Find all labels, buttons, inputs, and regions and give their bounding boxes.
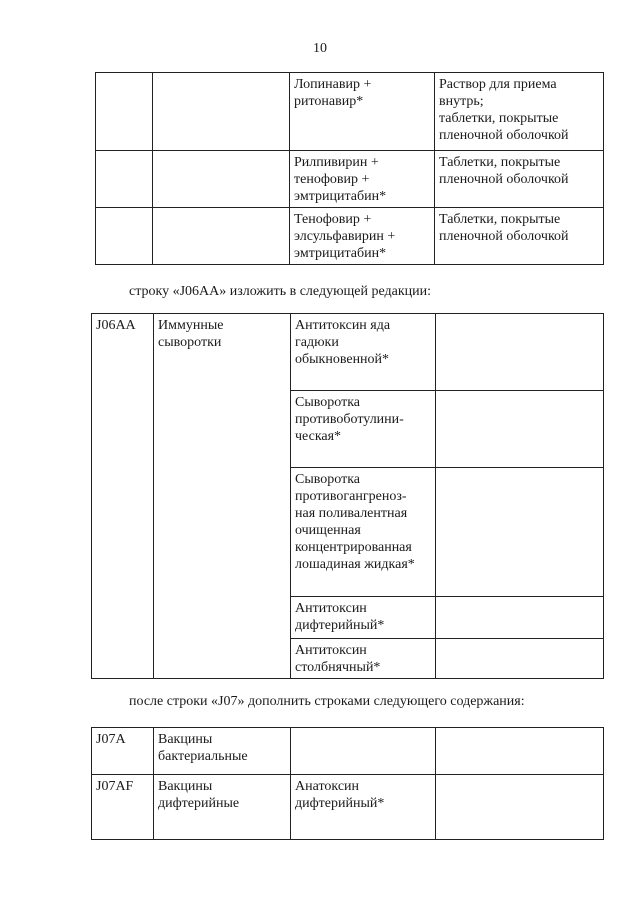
vaccines-table: [91, 727, 604, 840]
group-line: Вакцины: [158, 732, 213, 747]
immune-sera-table: [91, 313, 604, 679]
drug-name-line: Тенофовир +: [294, 212, 372, 227]
table-row: [96, 208, 604, 265]
drug-name-line: лошадиная жидкая*: [295, 557, 415, 572]
dosage-form-cell: [436, 314, 604, 391]
dosage-form-cell: [436, 728, 604, 775]
amendment-paragraph: строку «J06AA» изложить в следующей редакции:: [129, 284, 432, 299]
dosage-form-cell: [435, 208, 604, 265]
group-cell: [154, 775, 291, 840]
drug-name-cell: [290, 208, 435, 265]
drug-name-line: дифтерийный*: [295, 618, 385, 633]
dosage-form-cell: [436, 597, 604, 639]
drug-name-cell: [290, 73, 435, 151]
atc-code-cell: J07AF: [92, 775, 154, 840]
group-cell: [153, 73, 290, 151]
drug-name-line: противоботулини-: [295, 412, 404, 427]
group-line: Вакцины: [158, 779, 213, 794]
dosage-form-cell: [436, 639, 604, 679]
page-number: 10: [313, 41, 327, 56]
group-cell: [154, 728, 291, 775]
table-row: [96, 151, 604, 208]
group-cell: [153, 208, 290, 265]
drug-name-line: элсульфавирин +: [294, 229, 396, 244]
drug-name-cell: [291, 597, 436, 639]
group-cell: [154, 314, 291, 679]
table-row: [96, 73, 604, 151]
atc-code-cell: [96, 73, 153, 151]
atc-code-cell: J06AA: [92, 314, 154, 679]
dosage-form-cell: [436, 775, 604, 840]
drug-name-line: очищенная: [295, 523, 361, 538]
dosage-form-line: Таблетки, покрытые: [439, 212, 561, 227]
drug-name-line: эмтрицитабин*: [294, 189, 387, 204]
drug-name-line: Антитоксин: [295, 601, 367, 616]
drug-name-cell: [291, 468, 436, 597]
table-row: [92, 728, 604, 775]
drug-name-cell: [290, 151, 435, 208]
antiviral-combinations-table: [95, 72, 604, 265]
dosage-form-cell: [435, 73, 604, 151]
drug-name-line: Антитоксин яда: [295, 318, 391, 333]
atc-code-cell: J07A: [92, 728, 154, 775]
drug-name-line: концентрированная: [295, 540, 412, 555]
group-line: сыворотки: [158, 335, 222, 350]
drug-name-line: ная поливалентная: [295, 506, 408, 521]
table-row: [92, 775, 604, 840]
group-line: Иммунные: [158, 318, 224, 333]
drug-name-line: обыкновенной*: [295, 352, 390, 367]
drug-name-cell: [291, 314, 436, 391]
drug-name-cell: [291, 639, 436, 679]
dosage-form-cell: [436, 468, 604, 597]
drug-name-line: дифтерийный*: [295, 796, 385, 811]
drug-name-line: Сыворотка: [295, 395, 360, 410]
drug-name-line: ритонавир*: [294, 94, 364, 109]
drug-name-line: Анатоксин: [295, 779, 360, 794]
atc-code-cell: [96, 208, 153, 265]
dosage-form-line: таблетки, покрытые: [439, 111, 559, 126]
group-cell: [153, 151, 290, 208]
dosage-form-cell: [435, 151, 604, 208]
atc-code-cell: [96, 151, 153, 208]
dosage-form-line: пленочной оболочкой: [439, 128, 569, 143]
table-row: [92, 314, 604, 391]
drug-name-cell: [291, 391, 436, 468]
drug-name-line: Рилпивирин +: [294, 155, 379, 170]
drug-name-line: столбнячный*: [295, 660, 381, 675]
drug-name-line: Лопинавир +: [294, 77, 372, 92]
dosage-form-cell: [436, 391, 604, 468]
drug-name-cell: [291, 775, 436, 840]
group-line: дифтерийные: [158, 796, 240, 811]
dosage-form-line: Раствор для приема: [439, 77, 557, 92]
drug-name-line: тенофовир +: [294, 172, 370, 187]
dosage-form-line: внутрь;: [439, 94, 484, 109]
drug-name-line: Антитоксин: [295, 643, 367, 658]
drug-name-line: Сыворотка: [295, 472, 360, 487]
drug-name-line: гадюки: [295, 335, 339, 350]
dosage-form-line: пленочной оболочкой: [439, 229, 569, 244]
amendment-paragraph: после строки «J07» дополнить строками следующего содержания:: [129, 694, 525, 709]
group-line: бактериальные: [158, 749, 248, 764]
dosage-form-line: пленочной оболочкой: [439, 172, 569, 187]
drug-name-line: эмтрицитабин*: [294, 246, 387, 261]
drug-name-cell: [291, 728, 436, 775]
drug-name-line: ческая*: [295, 429, 342, 444]
drug-name-line: противогангреноз-: [295, 489, 407, 504]
dosage-form-line: Таблетки, покрытые: [439, 155, 561, 170]
